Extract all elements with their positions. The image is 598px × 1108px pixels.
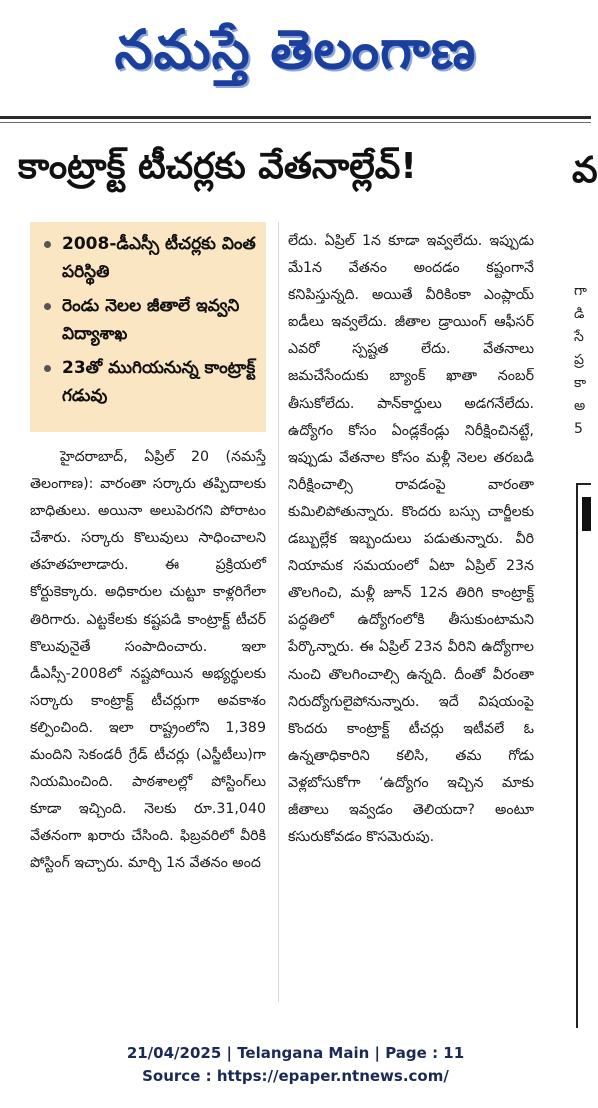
masthead-rule-thin (0, 122, 591, 123)
highlights-list (42, 230, 258, 410)
highlight-text: 2008-డీఎస్సీ టీచర్లకు వింత పరిస్థితి (62, 234, 256, 282)
highlight-text: రెండు నెలల జీతాలే ఇవ్వని విద్యాశాఖ (62, 296, 240, 344)
article-text-middle: లేదు. ఏప్రిల్ 1న కూడా ఇవ్వలేదు. ఇప్పుడు మే1న వేతనం అందడం కష్టంగానే కనిపిస్తున్నది. అయితే వీరికింకా ఎంప్లాయ్ ఐడీలు ఇవ్వలేదు. జీతాల డ్రాయింగ్ ఆఫీసర్ ఎవరో స్పష్టత లేదు. వేతనాలు జమచేసేందుకు బ్యాంక్ ఖాతా నంబర్ తీసుకోలేదు. పాన్‌కార్డులు అడగనేలేదు. ఉద్యోగం కోసం ఏండ్లకేండ్లు నిరీక్షించినట్టే, ఇప్పుడు వేతనాల కోసం మళ్లీ నెలల తరబడి నిరీక్షించాల్సి రావడంపై వారంతా కుమిలిపోతున్నారు. కొందరు బస్సు చార్జీలకు డబ్బుల్లేక ఇబ్బందులు పడుతున్నారు. వీరి నియామక సమయంలో ఏటా ఏప్రిల్ 23న తొలగించి, మళ్లీ జూన్ 12న తిరిగి కాంట్రాక్ట్ పద్ధతిలో ఉద్యోగంలోకి తీసుకుంటామని పేర్కొన్నారు. ఈ ఏప్రిల్ 23న వీరిని ఉద్యోగాల నుంచి తొలగించాల్సి ఉన్నది. దీంతో వీరంతా నిరుద్యోగులైపోనున్నారు. ఇదే విషయంపై కొందరు కాంట్రాక్ట్ టీచర్లు ఇటీవలే ఓ ఉన్నతాధికారిని కలిసి, తమ గోడు వెళ్లబోసుకోగా ‘ఉద్యోగం ఇచ్చిన మాకు జీతాలు ఇవ్వడం తెలియదా? అంటూ కసురుకోవడం కొసమెరుపు. (288, 233, 534, 846)
dateline: హైదరాబాద్, ఏప్రిల్ 20 (నమస్తే తెలంగాణ): (30, 449, 266, 493)
fragment-line: డి (574, 306, 585, 322)
highlight-item (42, 354, 258, 410)
footer-source-line[interactable]: Source : https://epaper.ntnews.com/ (142, 1067, 449, 1085)
highlight-item (42, 230, 258, 286)
adjacent-boxed-item (576, 483, 591, 1028)
fragment-line: గా (574, 283, 587, 299)
bullet-icon (44, 303, 51, 310)
newspaper-title: నమస్తే తెలంగాణ (114, 17, 477, 81)
bullet-icon (44, 365, 51, 372)
fragment-line: అ (574, 398, 586, 414)
highlight-item (42, 292, 258, 348)
article-headline: కాంట్రాక్ట్ టీచర్లకు వేతనాల్లేవ్! (18, 146, 417, 187)
article-column-left (30, 444, 266, 878)
article-text-left: వారంతా సర్కారు తప్పిదాలకు బాధితులు. అయినా అలుపెరగని పోరాటం చేశారు. సర్కారు కొలువులు సాధించాలని తహతహలాడారు. ఈ ప్రక్రియలో కోర్టుకెక్కారు. అధికారుల చుట్టూ కాళ్లరిగేలా తిరిగారు. ఎట్టకేలకు కష్టపడి కాంట్రాక్ట్ టీచర్ కొలువునైతే సంపాదించారు. ఇలా డీఎస్సీ-2008లో నష్టపోయిన అభ్యర్థులకు సర్కారు కాంట్రాక్ట్ టీచర్లుగా అవకాశం కల్పించింది. ఇలా రాష్ట్రంలోని 1,389 మందిని సెకండరీ గ్రేడ్ టీచర్లు (ఎస్జీటీలు)గా నియమించింది. పాఠశాలల్లో పోస్టింగ్‌లు కూడా ఇచ్చింది. నెలకు రూ.31,040 వేతనంగా ఖరారు చేసింది. ఫిబ్రవరిలో వీరికి పోస్టింగ్ ఇచ్చారు. మార్చి 1న వేతనం అంద (30, 476, 266, 872)
masthead (0, 0, 591, 112)
article-body-left (30, 444, 266, 878)
highlight-text: 23తో ముగియనున్న కాంట్రాక్ట్ గడువు (62, 358, 256, 406)
adjacent-box-tag (582, 497, 591, 531)
fragment-line: ప్ర (574, 352, 584, 368)
fragment-line: 5 (574, 421, 583, 437)
adjacent-article-fragment (574, 280, 591, 441)
highlights-box (30, 222, 266, 432)
page-footer (0, 1042, 591, 1088)
fragment-line: సే (574, 329, 584, 345)
bullet-icon (44, 241, 51, 248)
fragment-line: కా (574, 375, 587, 391)
column-divider (278, 222, 279, 1002)
footer-edition-line: 21/04/2025 | Telangana Main | Page : 11 (126, 1044, 465, 1062)
masthead-rule (0, 116, 591, 119)
adjacent-article-headline-fragment: వ (572, 150, 598, 191)
article-column-middle (288, 228, 534, 851)
